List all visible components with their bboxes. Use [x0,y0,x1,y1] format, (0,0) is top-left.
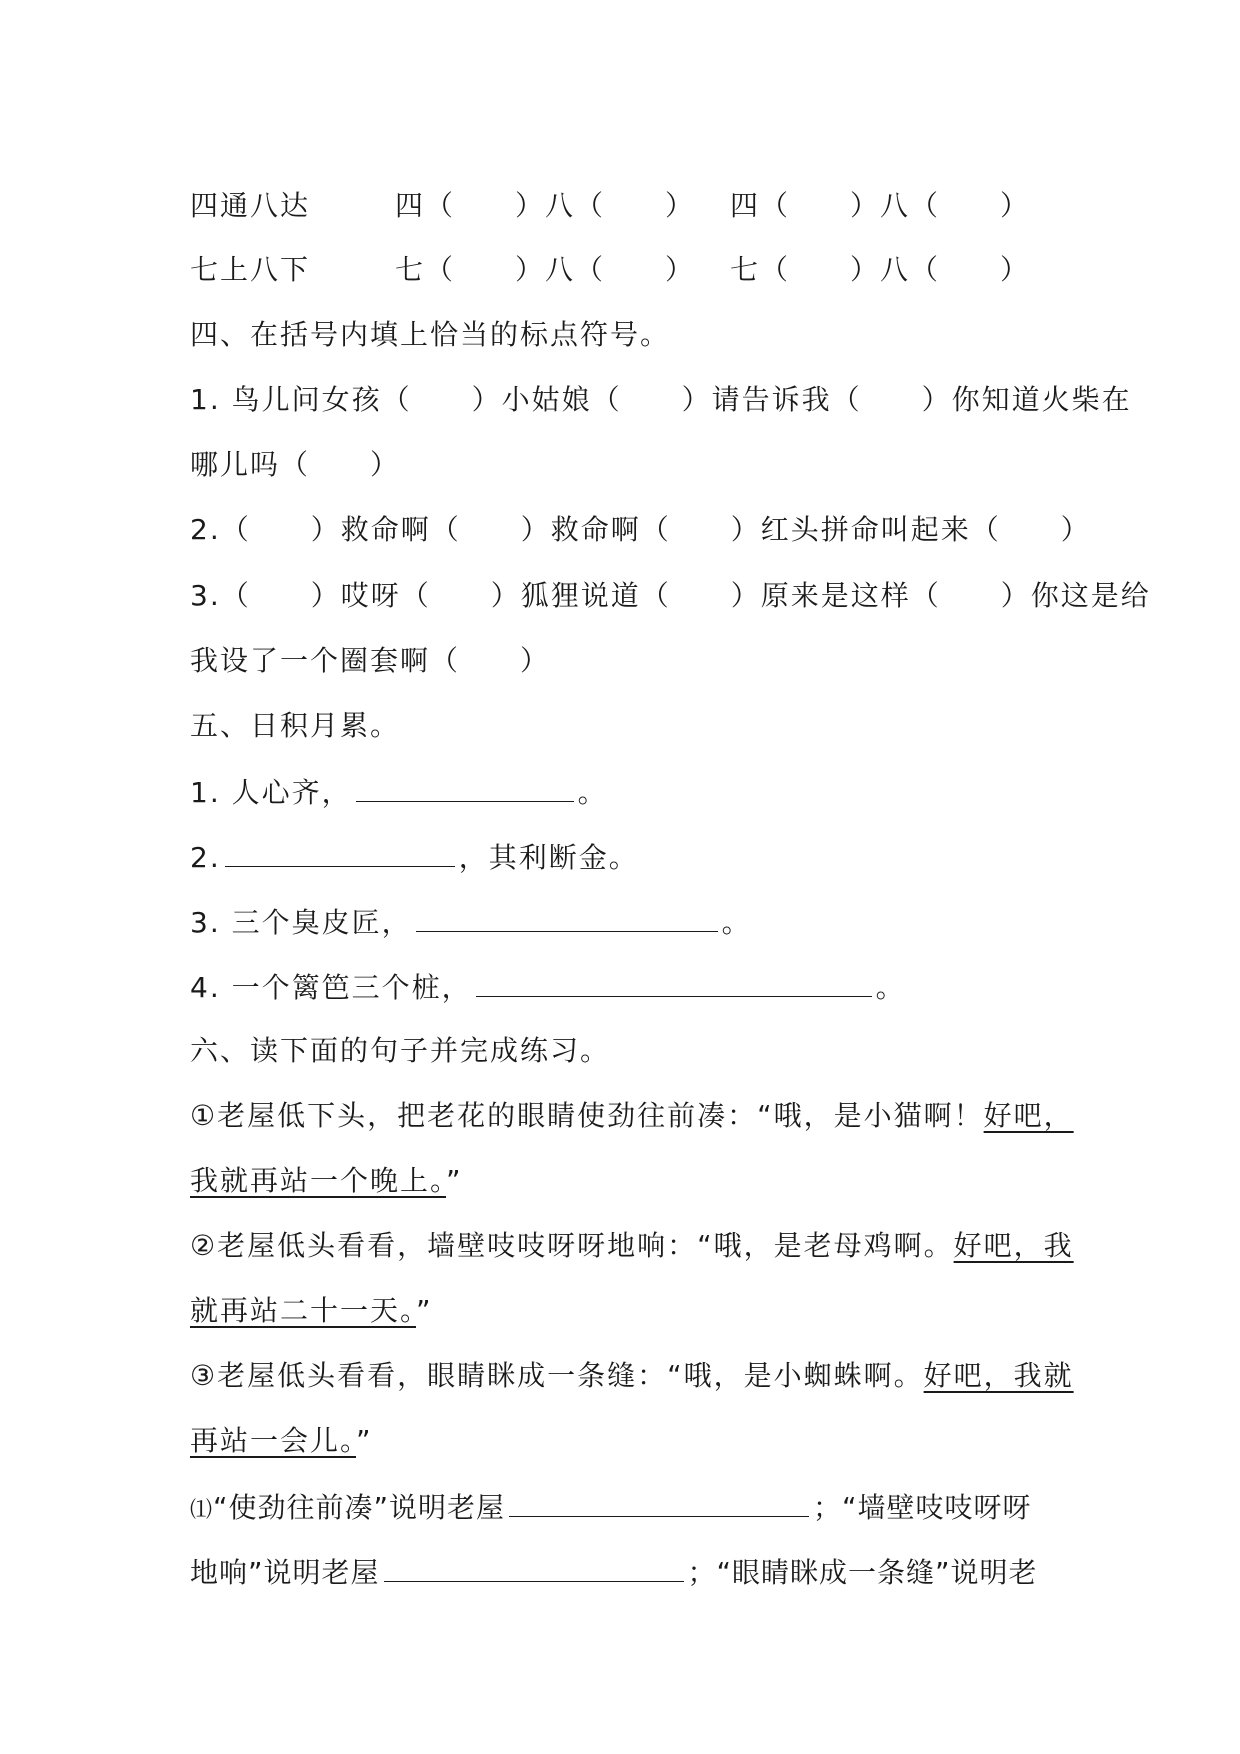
answer-blank[interactable] [225,836,455,867]
fill-question [190,1551,1060,1591]
sentence-text: ③老屋低头看看，眼睛眯成一条缝：“哦，是小蜘蛛啊。 [190,1359,924,1392]
section6-title: 六、读下面的句子并完成练习。 [190,1034,611,1067]
fill-question [190,1486,1060,1526]
sentence-line [190,1226,1074,1266]
question-line: 3.（ ）哎呀（ ）狐狸说道（ ）原来是这样（ ）你这是给 [190,579,1151,612]
sentence-text: ” [416,1294,433,1327]
underlined-text: 好吧， [983,1099,1074,1132]
sentence-text: ” [356,1424,373,1457]
sentence-text: ②老屋低头看看，墙壁吱吱呀呀地响：“哦，是老母鸡啊。 [190,1229,954,1262]
sentence-line [190,1356,1074,1396]
sentence-text: ①老屋低下头，把老花的眼睛使劲往前凑：“哦，是小猫啊！ [190,1099,984,1132]
sentence-text: ” [446,1164,463,1197]
fill-question [190,771,1060,811]
question-prefix: 2. [190,841,221,874]
idiom-pattern: 七（ ）八（ ） [730,253,1031,286]
question-prefix: 4. 一个篱笆三个桩， [190,971,472,1004]
question-line: 我设了一个圈套啊（ ） [190,644,551,677]
answer-blank[interactable] [356,771,574,802]
fill-question [190,901,1060,941]
question-suffix: ，其利断金。 [458,841,639,874]
idiom-row [190,186,1060,226]
idiom-pattern: 四（ ）八（ ） [395,189,696,222]
sentence-line [190,1161,1060,1201]
question-text: ；“眼睛眯成一条缝”说明老 [687,1556,1038,1589]
idiom-pattern: 七（ ）八（ ） [395,253,696,286]
idiom-word: 七上八下 [190,253,311,286]
answer-blank[interactable] [476,966,872,997]
question-text: “使劲往前凑”说明老屋 [213,1491,506,1524]
question-text: 地响”说明老屋 [190,1556,380,1589]
question-number: ⑴ [190,1498,214,1523]
question-line: 1. 鸟儿问女孩（ ）小姑娘（ ）请告诉我（ ）你知道火柴在 [190,383,1132,416]
underlined-text: 我就再站一个晚上。 [190,1164,447,1197]
sentence-line [190,1421,1060,1461]
question-line: 2.（ ）救命啊（ ）救命啊（ ）红头拼命叫起来（ ） [190,513,1091,546]
answer-blank[interactable] [509,1486,809,1517]
question-prefix: 3. 三个臭皮匠， [190,906,412,939]
answer-blank[interactable] [416,901,718,932]
question-line: 哪儿吗（ ） [190,448,401,481]
fill-question [190,836,1060,876]
underlined-text: 好吧，我就 [923,1359,1074,1392]
idiom-word: 四通八达 [190,189,311,222]
underlined-text: 好吧，我 [953,1229,1074,1262]
answer-blank[interactable] [384,1551,684,1582]
underlined-text: 就再站二十一天。 [190,1294,417,1327]
idiom-pattern: 四（ ）八（ ） [730,189,1031,222]
underlined-text: 再站一会儿。 [190,1424,357,1457]
sentence-line [190,1096,1074,1136]
idiom-row [190,250,1060,290]
sentence-line [190,1291,1060,1331]
question-text: ；“墙壁吱吱呀呀 [813,1491,1032,1524]
question-suffix: 。 [577,776,608,809]
question-suffix: 。 [721,906,752,939]
fill-question [190,966,1060,1006]
question-suffix: 。 [875,971,906,1004]
section5-title: 五、日积月累。 [190,709,401,742]
section4-title: 四、在括号内填上恰当的标点符号。 [190,318,671,351]
question-prefix: 1. 人心齐， [190,776,352,809]
